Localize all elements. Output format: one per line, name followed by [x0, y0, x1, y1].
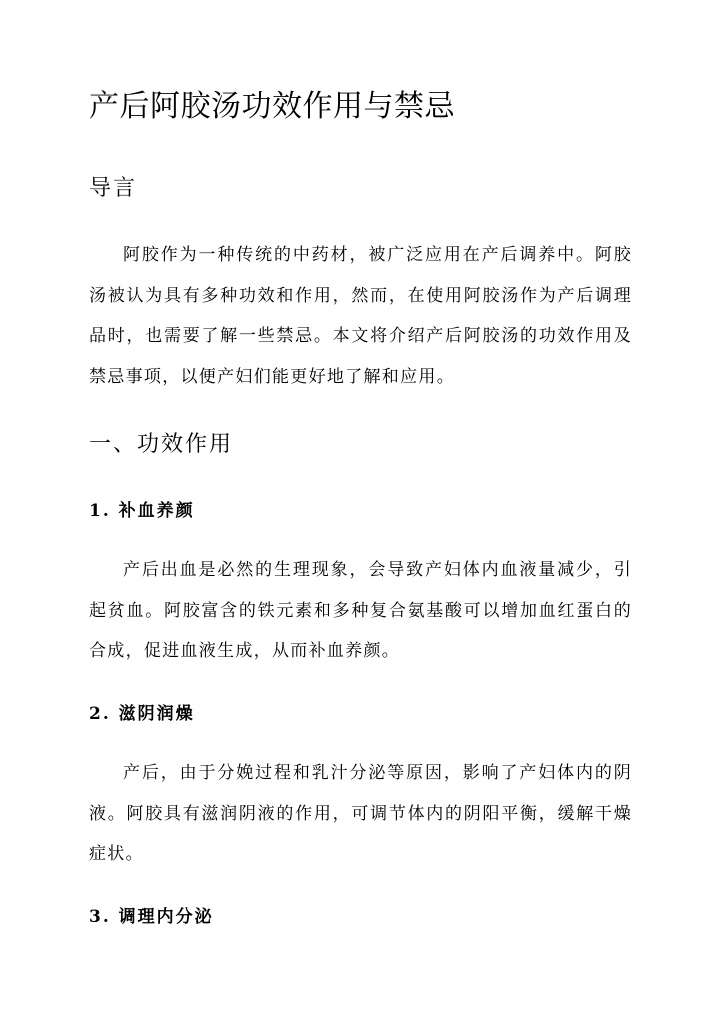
subheading-endocrine: 3. 调理内分泌 — [89, 907, 214, 927]
document-title: 产后阿胶汤功效作用与禁忌 — [89, 89, 455, 124]
section-heading-effects: 一、功效作用 — [89, 432, 234, 457]
paragraph-blood: 产后出血是必然的生理现象，会导致产妇体内血液量减少，引起贫血。阿胶富含的铁元素和多种复合氨基酸可以增加血红蛋白的合成，促进血液生成，从而补血养颜。 — [89, 560, 632, 661]
intro-paragraph: 阿胶作为一种传统的中药材，被广泛应用在产后调养中。阿胶汤被认为具有多种功效和作用，然而，在使用阿胶汤作为产后调理品时，也需要了解一些禁忌。本文将介绍产后阿胶汤的功效作用及禁忌事项，以便产妇们能更好地了解和应用。 — [89, 245, 632, 387]
intro-heading: 导言 — [89, 176, 138, 201]
subheading-yin: 2. 滋阴润燥 — [89, 704, 195, 724]
paragraph-yin: 产后，由于分娩过程和乳汁分泌等原因，影响了产妇体内的阴液。阿胶具有滋润阴液的作用，可调节体内的阴阳平衡，缓解干燥症状。 — [89, 763, 632, 864]
subheading-blood: 1. 补血养颜 — [89, 501, 195, 521]
